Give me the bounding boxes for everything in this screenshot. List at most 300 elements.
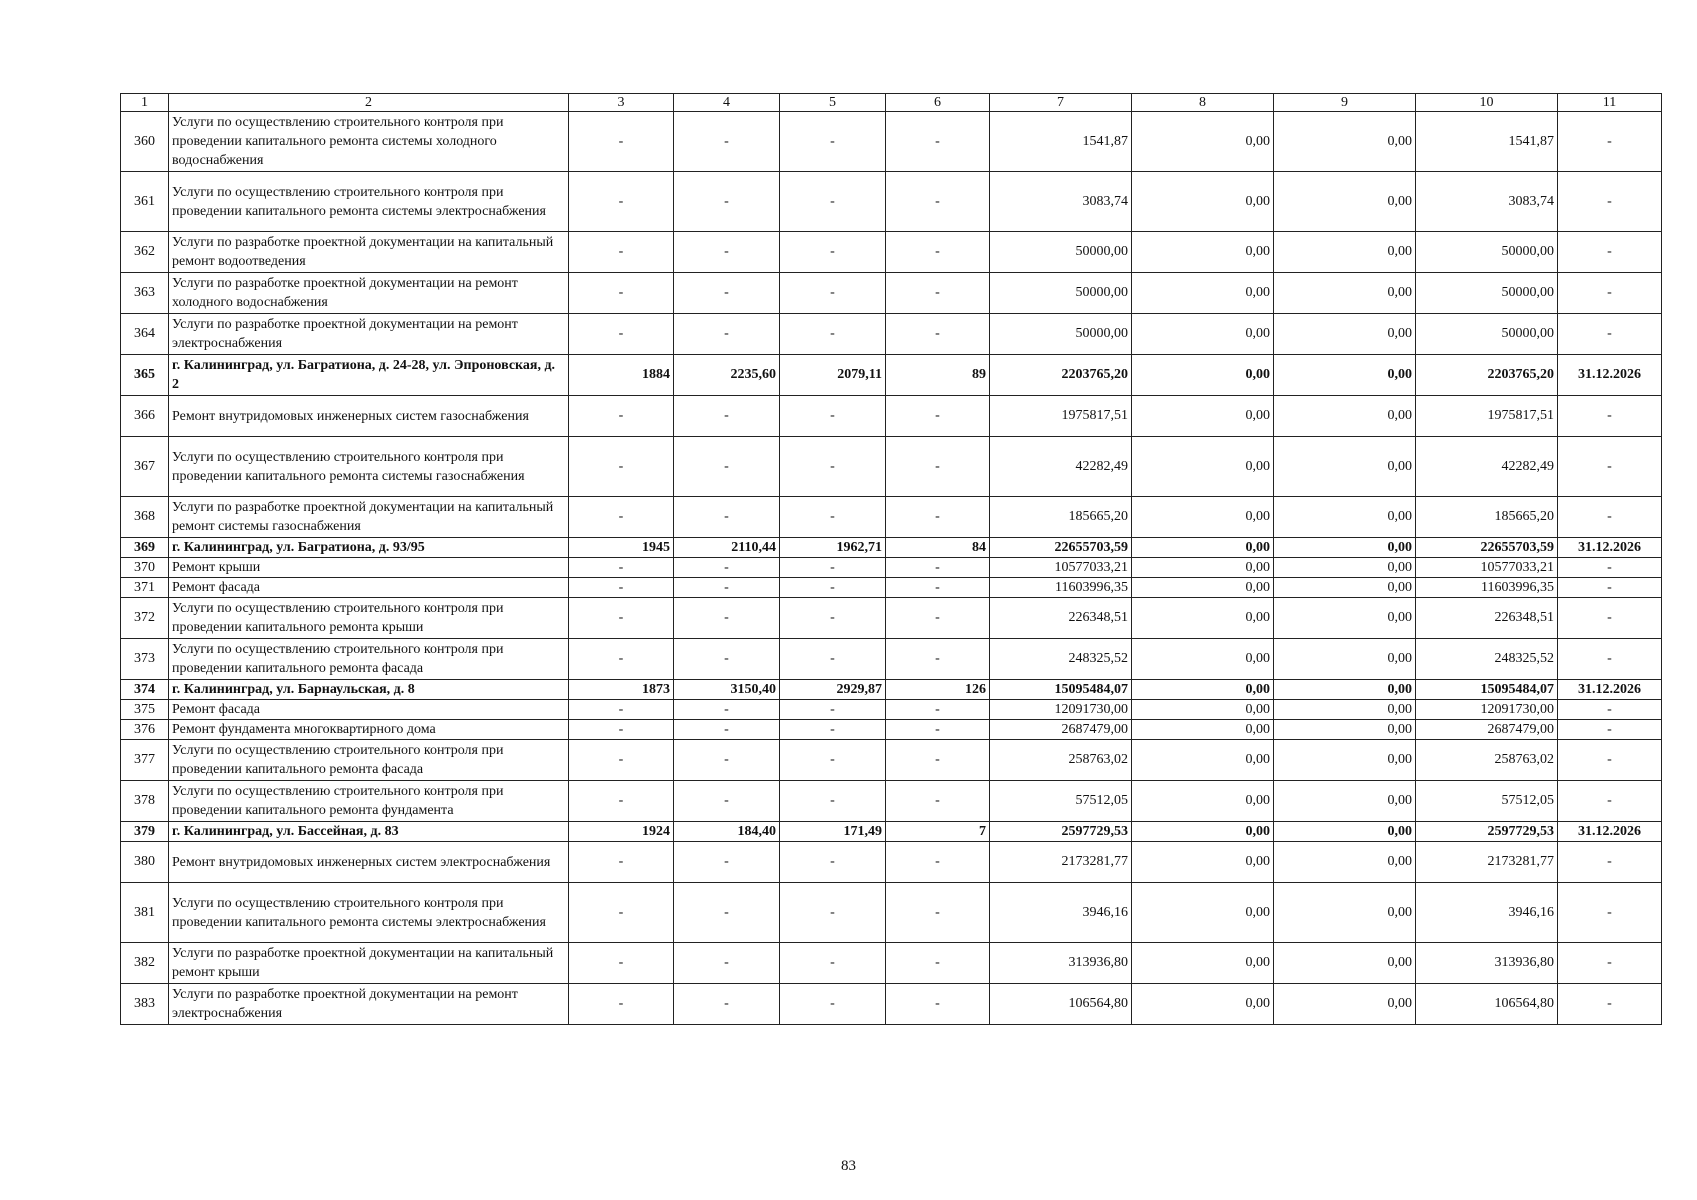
- col7-cell: 248325,52: [990, 639, 1132, 680]
- col6-cell: -: [886, 497, 990, 538]
- col6-cell: -: [886, 578, 990, 598]
- col4-cell: -: [674, 497, 780, 538]
- row-number-cell: 372: [121, 598, 169, 639]
- col7-cell: 12091730,00: [990, 700, 1132, 720]
- col11-cell: -: [1558, 396, 1662, 437]
- row-name-cell: Услуги по осуществлению строительного контроля при проведении капитального ремонта системы электроснабжения: [169, 883, 569, 943]
- col4-cell: -: [674, 232, 780, 273]
- col5-cell: -: [780, 883, 886, 943]
- col9-cell: 0,00: [1274, 578, 1416, 598]
- row-name-cell: Ремонт внутридомовых инженерных систем электроснабжения: [169, 842, 569, 883]
- col4-cell: -: [674, 314, 780, 355]
- col7-cell: 15095484,07: [990, 680, 1132, 700]
- col10-cell: 2597729,53: [1416, 822, 1558, 842]
- row-name-cell: Услуги по разработке проектной документации на ремонт холодного водоснабжения: [169, 273, 569, 314]
- col4-cell: -: [674, 112, 780, 172]
- row-name-cell: г. Калининград, ул. Барнаульская, д. 8: [169, 680, 569, 700]
- col8-cell: 0,00: [1132, 355, 1274, 396]
- col8-cell: 0,00: [1132, 598, 1274, 639]
- col9-cell: 0,00: [1274, 558, 1416, 578]
- header-cell: 4: [674, 94, 780, 112]
- col3-cell: -: [569, 558, 674, 578]
- col9-cell: 0,00: [1274, 720, 1416, 740]
- col6-cell: -: [886, 984, 990, 1025]
- row-name-cell: г. Калининград, ул. Багратиона, д. 24-28, ул. Эпроновская, д. 2: [169, 355, 569, 396]
- col11-cell: -: [1558, 700, 1662, 720]
- col7-cell: 1975817,51: [990, 396, 1132, 437]
- col7-cell: 2597729,53: [990, 822, 1132, 842]
- row-name-cell: Услуги по осуществлению строительного контроля при проведении капитального ремонта фасада: [169, 639, 569, 680]
- header-cell: 6: [886, 94, 990, 112]
- col10-cell: 50000,00: [1416, 232, 1558, 273]
- col3-cell: -: [569, 396, 674, 437]
- col6-cell: -: [886, 232, 990, 273]
- col8-cell: 0,00: [1132, 842, 1274, 883]
- col4-cell: 3150,40: [674, 680, 780, 700]
- col10-cell: 12091730,00: [1416, 700, 1558, 720]
- col8-cell: 0,00: [1132, 538, 1274, 558]
- col9-cell: 0,00: [1274, 680, 1416, 700]
- col7-cell: 226348,51: [990, 598, 1132, 639]
- col6-cell: -: [886, 437, 990, 497]
- col10-cell: 11603996,35: [1416, 578, 1558, 598]
- col7-cell: 50000,00: [990, 232, 1132, 273]
- col11-cell: -: [1558, 172, 1662, 232]
- col11-cell: 31.12.2026: [1558, 538, 1662, 558]
- table-row: [121, 396, 1662, 437]
- col6-cell: -: [886, 700, 990, 720]
- header-cell: 9: [1274, 94, 1416, 112]
- col10-cell: 2687479,00: [1416, 720, 1558, 740]
- col9-cell: 0,00: [1274, 984, 1416, 1025]
- col6-cell: -: [886, 883, 990, 943]
- table-row: [121, 578, 1662, 598]
- col6-cell: -: [886, 273, 990, 314]
- col10-cell: 57512,05: [1416, 781, 1558, 822]
- row-number-cell: 378: [121, 781, 169, 822]
- col11-cell: -: [1558, 558, 1662, 578]
- col11-cell: -: [1558, 639, 1662, 680]
- header-cell: 11: [1558, 94, 1662, 112]
- col10-cell: 226348,51: [1416, 598, 1558, 639]
- col4-cell: -: [674, 558, 780, 578]
- col6-cell: -: [886, 740, 990, 781]
- col11-cell: 31.12.2026: [1558, 355, 1662, 396]
- row-name-cell: Ремонт фасада: [169, 700, 569, 720]
- col11-cell: -: [1558, 943, 1662, 984]
- col4-cell: -: [674, 842, 780, 883]
- col3-cell: -: [569, 943, 674, 984]
- col5-cell: -: [780, 497, 886, 538]
- col7-cell: 50000,00: [990, 314, 1132, 355]
- col6-cell: -: [886, 842, 990, 883]
- row-number-cell: 368: [121, 497, 169, 538]
- col6-cell: -: [886, 943, 990, 984]
- col4-cell: -: [674, 273, 780, 314]
- col7-cell: 42282,49: [990, 437, 1132, 497]
- col11-cell: 31.12.2026: [1558, 822, 1662, 842]
- col10-cell: 258763,02: [1416, 740, 1558, 781]
- col11-cell: -: [1558, 232, 1662, 273]
- col11-cell: -: [1558, 781, 1662, 822]
- col3-cell: -: [569, 497, 674, 538]
- col8-cell: 0,00: [1132, 943, 1274, 984]
- col10-cell: 2203765,20: [1416, 355, 1558, 396]
- col8-cell: 0,00: [1132, 558, 1274, 578]
- row-number-cell: 374: [121, 680, 169, 700]
- address-row: [121, 680, 1662, 700]
- col4-cell: -: [674, 598, 780, 639]
- col11-cell: -: [1558, 598, 1662, 639]
- col8-cell: 0,00: [1132, 578, 1274, 598]
- col3-cell: -: [569, 112, 674, 172]
- row-number-cell: 381: [121, 883, 169, 943]
- row-name-cell: Услуги по разработке проектной документации на капитальный ремонт крыши: [169, 943, 569, 984]
- col6-cell: 84: [886, 538, 990, 558]
- table-row: [121, 883, 1662, 943]
- col6-cell: -: [886, 720, 990, 740]
- col10-cell: 3083,74: [1416, 172, 1558, 232]
- col6-cell: -: [886, 112, 990, 172]
- col11-cell: -: [1558, 437, 1662, 497]
- col7-cell: 313936,80: [990, 943, 1132, 984]
- col4-cell: -: [674, 437, 780, 497]
- row-name-cell: Ремонт фундамента многоквартирного дома: [169, 720, 569, 740]
- row-number-cell: 375: [121, 700, 169, 720]
- col5-cell: -: [780, 112, 886, 172]
- row-name-cell: Услуги по осуществлению строительного контроля при проведении капитального ремонта системы электроснабжения: [169, 172, 569, 232]
- col3-cell: -: [569, 172, 674, 232]
- header-cell: 5: [780, 94, 886, 112]
- row-number-cell: 369: [121, 538, 169, 558]
- col8-cell: 0,00: [1132, 740, 1274, 781]
- col5-cell: 171,49: [780, 822, 886, 842]
- col8-cell: 0,00: [1132, 273, 1274, 314]
- row-name-cell: Услуги по осуществлению строительного контроля при проведении капитального ремонта фундамента: [169, 781, 569, 822]
- col8-cell: 0,00: [1132, 396, 1274, 437]
- col5-cell: -: [780, 578, 886, 598]
- col6-cell: 89: [886, 355, 990, 396]
- col3-cell: -: [569, 720, 674, 740]
- col5-cell: -: [780, 172, 886, 232]
- table-row: [121, 781, 1662, 822]
- col4-cell: -: [674, 740, 780, 781]
- col9-cell: 0,00: [1274, 598, 1416, 639]
- table-row: [121, 740, 1662, 781]
- col5-cell: -: [780, 984, 886, 1025]
- row-number-cell: 366: [121, 396, 169, 437]
- col3-cell: -: [569, 842, 674, 883]
- col3-cell: -: [569, 232, 674, 273]
- row-name-cell: Услуги по осуществлению строительного контроля при проведении капитального ремонта крыши: [169, 598, 569, 639]
- col10-cell: 3946,16: [1416, 883, 1558, 943]
- col8-cell: 0,00: [1132, 883, 1274, 943]
- col3-cell: -: [569, 883, 674, 943]
- table-row: [121, 943, 1662, 984]
- row-name-cell: Услуги по осуществлению строительного контроля при проведении капитального ремонта фасада: [169, 740, 569, 781]
- row-name-cell: Услуги по осуществлению строительного контроля при проведении капитального ремонта системы холодного водоснабжения: [169, 112, 569, 172]
- col7-cell: 3083,74: [990, 172, 1132, 232]
- row-number-cell: 364: [121, 314, 169, 355]
- col6-cell: -: [886, 558, 990, 578]
- row-number-cell: 360: [121, 112, 169, 172]
- col9-cell: 0,00: [1274, 943, 1416, 984]
- col10-cell: 50000,00: [1416, 314, 1558, 355]
- col7-cell: 258763,02: [990, 740, 1132, 781]
- col4-cell: -: [674, 720, 780, 740]
- col11-cell: -: [1558, 720, 1662, 740]
- header-cell: 8: [1132, 94, 1274, 112]
- col10-cell: 42282,49: [1416, 437, 1558, 497]
- row-number-cell: 382: [121, 943, 169, 984]
- table-row: [121, 497, 1662, 538]
- header-cell: 2: [169, 94, 569, 112]
- col10-cell: 1975817,51: [1416, 396, 1558, 437]
- row-name-cell: Ремонт фасада: [169, 578, 569, 598]
- table-row: [121, 984, 1662, 1025]
- col5-cell: -: [780, 437, 886, 497]
- col4-cell: -: [674, 943, 780, 984]
- col10-cell: 1541,87: [1416, 112, 1558, 172]
- col8-cell: 0,00: [1132, 172, 1274, 232]
- row-number-cell: 380: [121, 842, 169, 883]
- col5-cell: -: [780, 720, 886, 740]
- col11-cell: -: [1558, 883, 1662, 943]
- row-name-cell: Услуги по разработке проектной документации на ремонт электроснабжения: [169, 984, 569, 1025]
- col7-cell: 22655703,59: [990, 538, 1132, 558]
- col7-cell: 2173281,77: [990, 842, 1132, 883]
- col11-cell: -: [1558, 273, 1662, 314]
- row-number-cell: 373: [121, 639, 169, 680]
- table-row: [121, 112, 1662, 172]
- table-row: [121, 172, 1662, 232]
- row-number-cell: 361: [121, 172, 169, 232]
- header-cell: 10: [1416, 94, 1558, 112]
- row-number-cell: 383: [121, 984, 169, 1025]
- row-name-cell: Ремонт крыши: [169, 558, 569, 578]
- col9-cell: 0,00: [1274, 112, 1416, 172]
- col9-cell: 0,00: [1274, 314, 1416, 355]
- col11-cell: 31.12.2026: [1558, 680, 1662, 700]
- row-name-cell: г. Калининград, ул. Багратиона, д. 93/95: [169, 538, 569, 558]
- col8-cell: 0,00: [1132, 437, 1274, 497]
- col3-cell: -: [569, 598, 674, 639]
- col5-cell: -: [780, 232, 886, 273]
- col7-cell: 106564,80: [990, 984, 1132, 1025]
- col6-cell: 126: [886, 680, 990, 700]
- col10-cell: 22655703,59: [1416, 538, 1558, 558]
- col4-cell: -: [674, 578, 780, 598]
- table-row: [121, 437, 1662, 497]
- col9-cell: 0,00: [1274, 437, 1416, 497]
- table-row: [121, 314, 1662, 355]
- col4-cell: -: [674, 883, 780, 943]
- address-row: [121, 538, 1662, 558]
- col5-cell: -: [780, 558, 886, 578]
- page-number: 83: [841, 1158, 856, 1174]
- col4-cell: -: [674, 781, 780, 822]
- col8-cell: 0,00: [1132, 232, 1274, 273]
- col4-cell: 2110,44: [674, 538, 780, 558]
- col8-cell: 0,00: [1132, 314, 1274, 355]
- col3-cell: -: [569, 314, 674, 355]
- table-row: [121, 842, 1662, 883]
- col11-cell: -: [1558, 314, 1662, 355]
- col5-cell: 1962,71: [780, 538, 886, 558]
- col4-cell: -: [674, 700, 780, 720]
- header-cell: 3: [569, 94, 674, 112]
- col9-cell: 0,00: [1274, 781, 1416, 822]
- col6-cell: -: [886, 781, 990, 822]
- col8-cell: 0,00: [1132, 680, 1274, 700]
- row-name-cell: Услуги по разработке проектной документации на ремонт электроснабжения: [169, 314, 569, 355]
- row-number-cell: 365: [121, 355, 169, 396]
- col9-cell: 0,00: [1274, 740, 1416, 781]
- col11-cell: -: [1558, 984, 1662, 1025]
- row-number-cell: 362: [121, 232, 169, 273]
- col9-cell: 0,00: [1274, 700, 1416, 720]
- col3-cell: -: [569, 273, 674, 314]
- table-row: [121, 639, 1662, 680]
- col4-cell: -: [674, 396, 780, 437]
- col3-cell: -: [569, 984, 674, 1025]
- col11-cell: -: [1558, 112, 1662, 172]
- row-number-cell: 379: [121, 822, 169, 842]
- col9-cell: 0,00: [1274, 639, 1416, 680]
- table-row: [121, 598, 1662, 639]
- col3-cell: -: [569, 740, 674, 781]
- col4-cell: -: [674, 984, 780, 1025]
- row-name-cell: Услуги по осуществлению строительного контроля при проведении капитального ремонта системы газоснабжения: [169, 437, 569, 497]
- col5-cell: -: [780, 273, 886, 314]
- col11-cell: -: [1558, 497, 1662, 538]
- header-cell: 1: [121, 94, 169, 112]
- col7-cell: 1541,87: [990, 112, 1132, 172]
- row-number-cell: 377: [121, 740, 169, 781]
- col8-cell: 0,00: [1132, 720, 1274, 740]
- col4-cell: 184,40: [674, 822, 780, 842]
- col10-cell: 248325,52: [1416, 639, 1558, 680]
- col9-cell: 0,00: [1274, 497, 1416, 538]
- col11-cell: -: [1558, 842, 1662, 883]
- col8-cell: 0,00: [1132, 822, 1274, 842]
- table-row: [121, 232, 1662, 273]
- row-number-cell: 367: [121, 437, 169, 497]
- row-number-cell: 363: [121, 273, 169, 314]
- row-name-cell: Услуги по разработке проектной документации на капитальный ремонт системы газоснабжения: [169, 497, 569, 538]
- col3-cell: 1945: [569, 538, 674, 558]
- col5-cell: -: [780, 700, 886, 720]
- col7-cell: 11603996,35: [990, 578, 1132, 598]
- col3-cell: 1873: [569, 680, 674, 700]
- header-cell: 7: [990, 94, 1132, 112]
- col8-cell: 0,00: [1132, 781, 1274, 822]
- col3-cell: -: [569, 639, 674, 680]
- col9-cell: 0,00: [1274, 538, 1416, 558]
- document-sheet: [120, 93, 1662, 1025]
- col7-cell: 50000,00: [990, 273, 1132, 314]
- col11-cell: -: [1558, 578, 1662, 598]
- row-name-cell: Услуги по разработке проектной документации на капитальный ремонт водоотведения: [169, 232, 569, 273]
- col9-cell: 0,00: [1274, 822, 1416, 842]
- col9-cell: 0,00: [1274, 842, 1416, 883]
- col8-cell: 0,00: [1132, 700, 1274, 720]
- address-row: [121, 355, 1662, 396]
- col6-cell: -: [886, 598, 990, 639]
- col3-cell: -: [569, 437, 674, 497]
- col5-cell: -: [780, 842, 886, 883]
- col8-cell: 0,00: [1132, 984, 1274, 1025]
- col3-cell: 1884: [569, 355, 674, 396]
- col7-cell: 10577033,21: [990, 558, 1132, 578]
- col9-cell: 0,00: [1274, 355, 1416, 396]
- col11-cell: -: [1558, 740, 1662, 781]
- col8-cell: 0,00: [1132, 112, 1274, 172]
- col10-cell: 15095484,07: [1416, 680, 1558, 700]
- col3-cell: -: [569, 578, 674, 598]
- row-number-cell: 370: [121, 558, 169, 578]
- table-row: [121, 273, 1662, 314]
- row-number-cell: 371: [121, 578, 169, 598]
- row-number-cell: 376: [121, 720, 169, 740]
- col9-cell: 0,00: [1274, 396, 1416, 437]
- col7-cell: 2687479,00: [990, 720, 1132, 740]
- col7-cell: 2203765,20: [990, 355, 1132, 396]
- col5-cell: -: [780, 740, 886, 781]
- table-row: [121, 720, 1662, 740]
- col10-cell: 50000,00: [1416, 273, 1558, 314]
- col7-cell: 185665,20: [990, 497, 1132, 538]
- col5-cell: 2929,87: [780, 680, 886, 700]
- col5-cell: 2079,11: [780, 355, 886, 396]
- col5-cell: -: [780, 396, 886, 437]
- col3-cell: -: [569, 781, 674, 822]
- header-row: [121, 94, 1662, 112]
- col7-cell: 57512,05: [990, 781, 1132, 822]
- col4-cell: -: [674, 172, 780, 232]
- col8-cell: 0,00: [1132, 639, 1274, 680]
- col5-cell: -: [780, 943, 886, 984]
- col10-cell: 313936,80: [1416, 943, 1558, 984]
- col9-cell: 0,00: [1274, 232, 1416, 273]
- col9-cell: 0,00: [1274, 273, 1416, 314]
- table-row: [121, 558, 1662, 578]
- col7-cell: 3946,16: [990, 883, 1132, 943]
- col6-cell: 7: [886, 822, 990, 842]
- col6-cell: -: [886, 314, 990, 355]
- col8-cell: 0,00: [1132, 497, 1274, 538]
- col5-cell: -: [780, 781, 886, 822]
- row-name-cell: г. Калининград, ул. Бассейная, д. 83: [169, 822, 569, 842]
- col5-cell: -: [780, 314, 886, 355]
- table-row: [121, 700, 1662, 720]
- col10-cell: 10577033,21: [1416, 558, 1558, 578]
- address-row: [121, 822, 1662, 842]
- col5-cell: -: [780, 639, 886, 680]
- col6-cell: -: [886, 639, 990, 680]
- works-table: [120, 93, 1662, 1025]
- col3-cell: -: [569, 700, 674, 720]
- col10-cell: 2173281,77: [1416, 842, 1558, 883]
- row-name-cell: Ремонт внутридомовых инженерных систем газоснабжения: [169, 396, 569, 437]
- col5-cell: -: [780, 598, 886, 639]
- col10-cell: 106564,80: [1416, 984, 1558, 1025]
- col4-cell: 2235,60: [674, 355, 780, 396]
- col6-cell: -: [886, 172, 990, 232]
- col6-cell: -: [886, 396, 990, 437]
- col3-cell: 1924: [569, 822, 674, 842]
- col10-cell: 185665,20: [1416, 497, 1558, 538]
